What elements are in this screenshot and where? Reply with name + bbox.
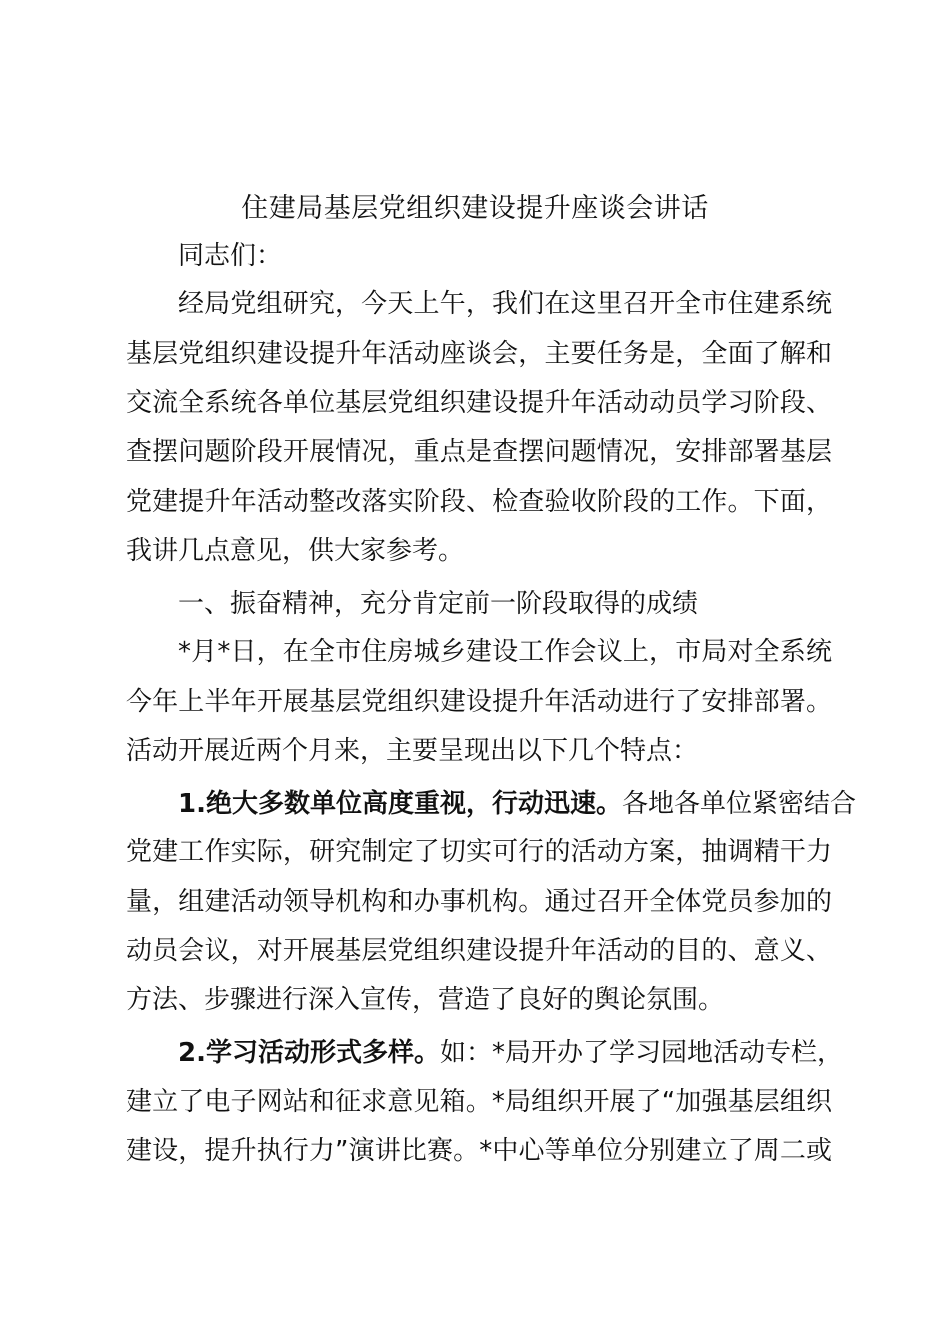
section-heading: 一、振奋精神，充分肯定前一阶段取得的成绩 xyxy=(178,589,699,619)
paragraph-line: 量，组建活动领导机构和办事机构。通过召开全体党员参加的 xyxy=(126,887,832,917)
paragraph-line: *月*日，在全市住房城乡建设工作会议上，市局对全系统 xyxy=(178,637,832,667)
point-line xyxy=(178,1035,843,1071)
salutation: 同志们： xyxy=(178,241,283,271)
point-text: 各地各单位紧密结合 xyxy=(621,789,856,819)
paragraph-line: 查摆问题阶段开展情况，重点是查摆问题情况，安排部署基层 xyxy=(126,437,832,467)
point-text: 如：*局开办了学习园地活动专栏， xyxy=(439,1038,843,1068)
point-heading: 1.绝大多数单位高度重视，行动迅速。 xyxy=(178,789,622,819)
paragraph-line: 动员会议，对开展基层党组织建设提升年活动的目的、意义、 xyxy=(126,936,832,966)
paragraph-line: 基层党组织建设提升年活动座谈会，主要任务是，全面了解和 xyxy=(126,339,832,369)
paragraph-line: 建设，提升执行力”演讲比赛。*中心等单位分别建立了周二或 xyxy=(126,1136,832,1166)
paragraph-line: 党建工作实际，研究制定了切实可行的活动方案，抽调精干力 xyxy=(126,837,832,867)
point-heading: 2.学习活动形式多样。 xyxy=(178,1038,440,1068)
paragraph-line: 今年上半年开展基层党组织建设提升年活动进行了安排部署。 xyxy=(126,687,832,717)
paragraph-line: 方法、步骤进行深入宣传，营造了良好的舆论氛围。 xyxy=(126,985,725,1015)
paragraph-line: 党建提升年活动整改落实阶段、检查验收阶段的工作。下面， xyxy=(126,487,832,517)
paragraph-line: 活动开展近两个月来，主要呈现出以下几个特点： xyxy=(126,736,699,766)
paragraph-line: 经局党组研究，今天上午，我们在这里召开全市住建系统 xyxy=(178,289,832,319)
paragraph-line: 我讲几点意见，供大家参考。 xyxy=(126,536,465,566)
paragraph-line: 建立了电子网站和征求意见箱。*局组织开展了“加强基层组织 xyxy=(126,1087,832,1117)
paragraph-line: 交流全系统各单位基层党组织建设提升年活动动员学习阶段、 xyxy=(126,388,832,418)
point-line xyxy=(178,786,856,822)
document-title: 住建局基层党组织建设提升座谈会讲话 xyxy=(241,193,709,224)
